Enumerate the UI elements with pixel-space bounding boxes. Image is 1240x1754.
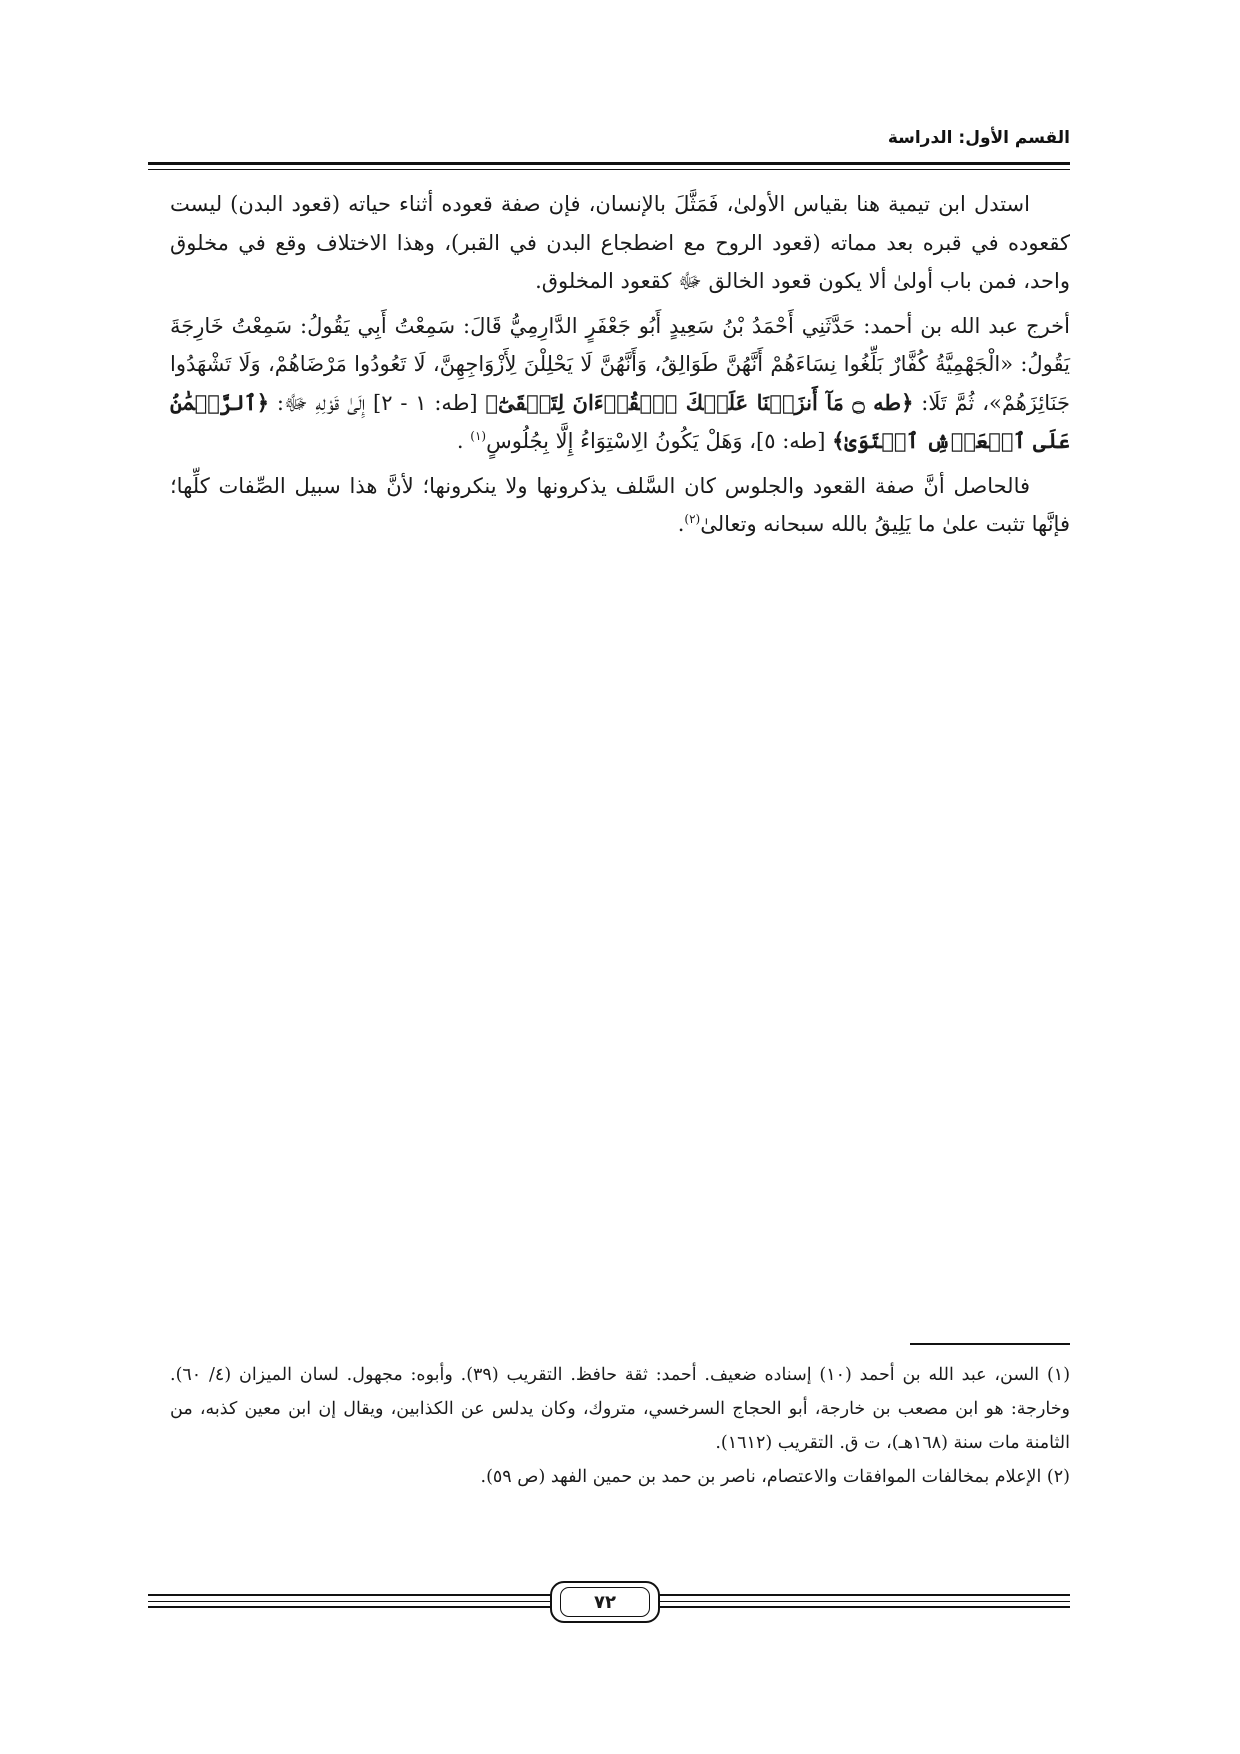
footnote-separator [910,1343,1070,1345]
paragraph-conclusion [170,467,1070,544]
footnotes [170,1358,1070,1494]
paragraph-narration [170,307,1070,461]
narration-text: أخرج عبد الله بن أحمد: حَدَّثَنِي أَحْمَدُ بْنُ سَعِيدٍ أَبُو جَعْفَرٍ الدَّارِمِيُّ قَالَ: سَمِعْتُ أَبِي يَقُولُ: سَمِعْتُ خَارِجَةَ يَقُولُ: «الْجَهْمِيَّةُ كُفَّارٌ بَلِّغُوا نِسَاءَهُمْ أَنَّهُنَّ طَوَالِقُ، وَأَنَّهُنَّ لَا يَحْلِلْنَ لِأَزْوَاجِهِنَّ، لَا تَعُودُوا مَرْضَاهُمْ، وَلَا تَشْهَدُوا جَنَائِزَهُمْ»، ثُمَّ تَلَا: [170,313,1071,415]
verse-reference-2: [طه: ٥]، وَهَلْ يَكُونُ الِاسْتِوَاءُ إِلَّا بِجُلُوسٍ [486,429,833,453]
header-rule-thick [148,162,1070,165]
paragraph-qiyas: استدل ابن تيمية هنا بقياس الأولىٰ، فَمَثَّلَ بالإنسان، فإن صفة قعوده أثناء حياته (قعود البدن) ليست كقعوده في قبره بعد مماته (قعود الروح مع اضطجاع البدن في القبر)، وهذا الاختلاف وقع في مخلوق واحد، فمن باب أولىٰ ألا يكون قعود الخالق ﷻ كقعود المخلوق. [170,192,1070,293]
conclusion-end: . [677,512,685,536]
page-number: ٧٢ [560,1587,650,1617]
footnote-ref-2[interactable]: (٢) [684,512,701,526]
narration-end: . [456,429,471,453]
quran-verse-taha-1-2: ﴿طه ۝ مَآ أَنزَلۡنَا عَلَيۡكَ ٱلۡقُرۡءَانَ لِتَشۡقَىٰٓ﴾ [485,389,914,415]
footnote-ref-1[interactable]: (١) [470,429,487,443]
footnote-1: (١) السن، عبد الله بن أحمد (١٠) إسناده ضعيف. أحمد: ثقة حافظ. التقريب (٣٩). وأبوه: مجهول. لسان الميزان (٤/ ٦٠). وخارجة: هو ابن مصعب بن خارجة، أبو الحجاج السرخسي، متروك، وكان يدلس عن الكذابين، ويقال إن ابن معين كذبه، من الثامنة مات سنة (١٦٨هـ)، ت ق. التقريب (١٦١٢). [170,1365,1071,1453]
footnote-2: (٢) الإعلام بمخالفات الموافقات والاعتصام، ناصر بن حمد بن حمين الفهد (ص ٥٩). [480,1467,1070,1487]
verse-reference-1: [طه: ١ - ٢] إِلَىٰ قَوْلِهِ ﷻ: [269,390,486,415]
quran-verse-taha-5: ﴿ٱلرَّحۡمَٰنُ عَلَى ٱلۡعَرۡشِ ٱسۡتَوَىٰ﴾ [170,389,1070,453]
header-rule-thin [148,169,1070,170]
page-number-badge [550,1581,660,1623]
running-title: القسم الأول: الدراسة [887,128,1070,148]
main-text [170,185,1070,550]
conclusion-text: فالحاصل أنَّ صفة القعود والجلوس كان السَّلف يذكرونها ولا ينكرونها؛ لأنَّ هذا سبيل الصِّفات كلِّها؛ فإنَّها تثبت علىٰ ما يَلِيقُ بالله سبحانه وتعالىٰ [170,473,1070,536]
